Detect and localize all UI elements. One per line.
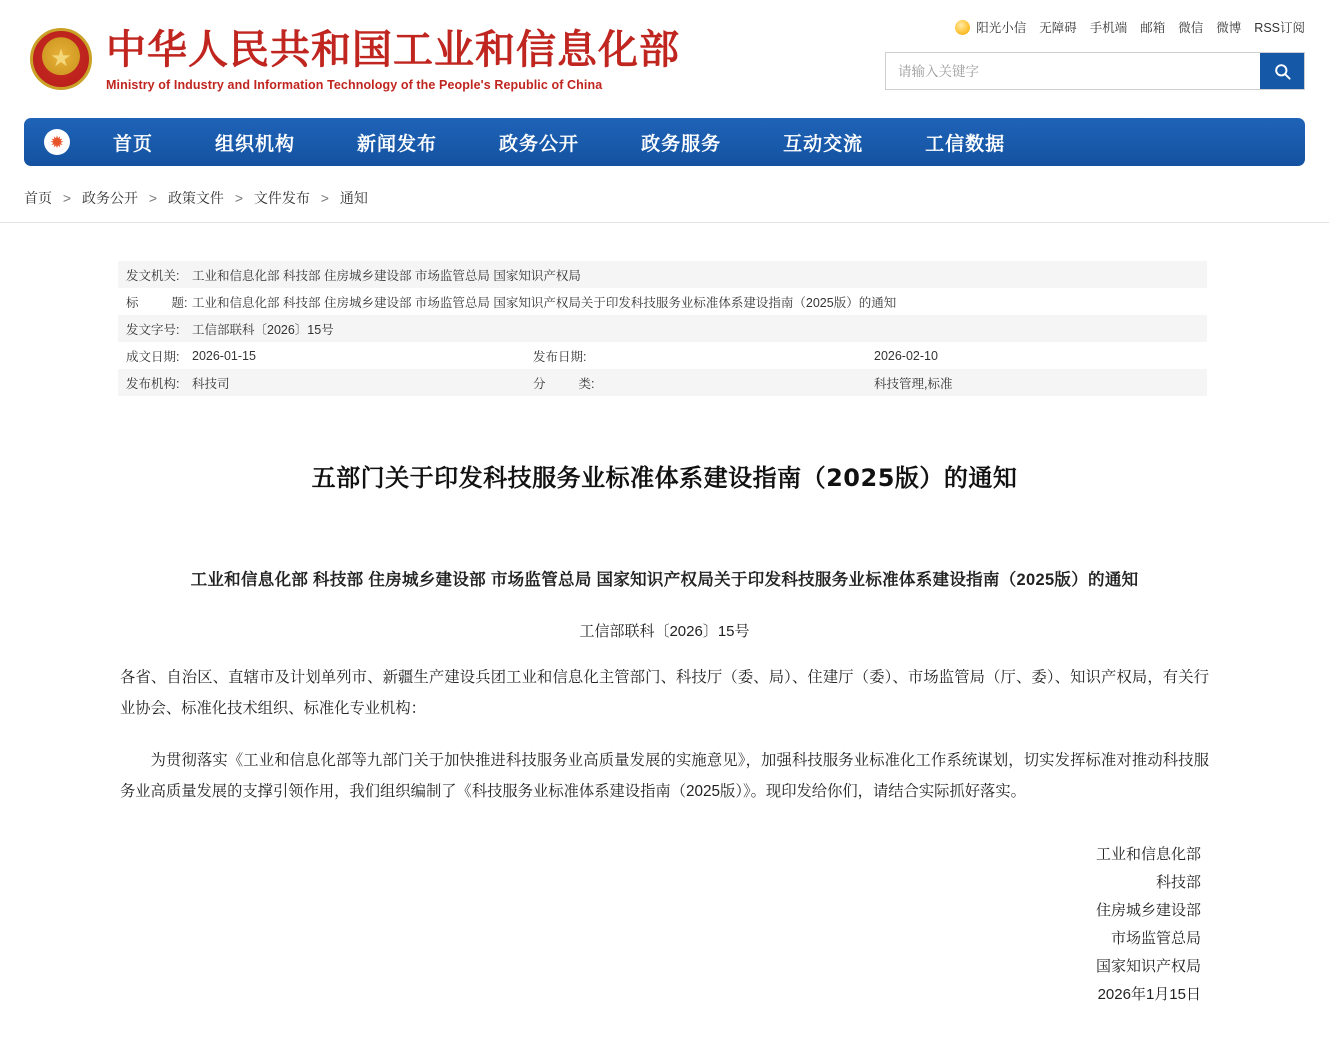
breadcrumb-item-notice: 通知 [339,190,368,206]
document-subtitle: 工业和信息化部 科技部 住房城乡建设部 市场监管总局 国家知识产权局关于印发科技服务业标准体系建设指南（2025版）的通知 [190,571,1139,589]
nav-item-data[interactable]: 工信数据 [925,133,1006,155]
top-link-mail[interactable]: 邮箱 [1140,21,1166,35]
meta-value-issuing-agency: 工业和信息化部 科技部 住房城乡建设部 市场监管总局 国家知识产权局 [192,268,581,283]
meta-label-doc-number: 发文字号: [126,322,180,337]
breadcrumb-separator: > [320,190,329,206]
breadcrumb-item-policy-documents[interactable]: 政策文件 [167,190,224,206]
breadcrumb-item-home[interactable]: 首页 [24,190,52,206]
table-row [118,342,1207,369]
meta-label-publisher: 发布机构: [126,376,180,391]
signoff-line: 市场监管总局 [1110,930,1201,948]
meta-value-publisher: 科技司 [192,376,230,391]
meta-value-written-date: 2026-01-15 [192,348,256,363]
document-content [0,261,1329,1009]
site-title-en: Ministry of Industry and Information Technology of the People's Republic of China [106,77,603,92]
top-link-accessibility[interactable]: 无障碍 [1039,21,1077,35]
nav-item-news[interactable]: 新闻发布 [357,133,438,155]
breadcrumb-separator: > [234,190,244,206]
search-button[interactable] [1260,53,1304,89]
table-row [118,288,1207,315]
document-paragraph-addressees: 各省、自治区、直辖市及计划单列市、新疆生产建设兵团工业和信息化主管部门、科技厅（委、局）、住建厅（委）、市场监管局（厅、委）、知识产权局，有关行业协会、标准化技术组织、标准化专业机构： [120,669,1209,717]
meta-label-issuing-agency: 发文机关: [126,268,180,283]
signoff-date: 2026年1月15日 [1097,985,1201,1003]
site-title-cn: 中华人民共和国工业和信息化部 [106,25,680,73]
table-row [118,261,1207,288]
meta-value-category: 科技管理,标准 [874,376,953,391]
breadcrumb-item-government-affairs[interactable]: 政务公开 [81,190,138,206]
header-utility-area [885,16,1305,90]
header-divider [0,222,1329,223]
signoff-line: 住房城乡建设部 [1095,902,1201,920]
top-link-mobile[interactable]: 手机端 [1089,21,1128,35]
top-link-sunshine[interactable]: 阳光小信 [976,21,1027,35]
search-input[interactable] [886,53,1260,89]
page-title: 五部门关于印发科技服务业标准体系建设指南（2025版）的通知 [311,464,1018,492]
top-link-wechat[interactable]: 微信 [1178,21,1204,35]
search-icon [1273,62,1292,81]
sun-icon [955,20,970,35]
meta-value-title: 工业和信息化部 科技部 住房城乡建设部 市场监管总局 国家知识产权局关于印发科技服务业标准体系建设指南（2025版）的通知 [192,295,897,310]
table-row [118,315,1207,342]
main-nav [24,118,1305,166]
table-row [118,369,1207,396]
meta-label-written-date: 成文日期: [126,349,180,364]
nav-item-home[interactable]: 首页 [113,133,154,155]
signoff-line: 工业和信息化部 [1095,846,1201,864]
meta-label-title: 标题: [126,295,188,310]
top-link-rss[interactable]: RSS订阅 [1254,21,1305,35]
miit-logo-icon: ✹ [44,129,70,155]
nav-item-organization[interactable]: 组织机构 [215,133,296,155]
search-bar [885,52,1305,90]
document-signoff [120,841,1209,1008]
breadcrumb-item-document-release[interactable]: 文件发布 [253,190,310,206]
nav-item-interaction[interactable]: 互动交流 [783,133,864,155]
top-link-weibo[interactable]: 微博 [1216,21,1242,35]
site-title-block [106,27,680,92]
document-number: 工信部联科〔2026〕15号 [579,623,750,640]
main-nav-wrap [0,118,1329,166]
breadcrumb [0,166,1329,222]
meta-label-category: 分类: [533,376,595,391]
site-header [0,0,1329,118]
nav-item-government-affairs[interactable]: 政务公开 [499,133,580,155]
national-emblem-icon: ★ [30,28,92,90]
meta-label-publish-date: 发布日期: [533,349,587,364]
signoff-line: 科技部 [1155,874,1201,892]
top-links [885,16,1305,38]
document-paragraph-body: 为贯彻落实《工业和信息化部等九部门关于加快推进科技服务业高质量发展的实施意见》，加强科技服务业标准化工作系统谋划，切实发挥标准对推动科技服务业高质量发展的支撑引领作用，我们组织编制了《科技服务业标准体系建设指南（2025版）》。现印发给你们，请结合实际抓好落实。 [120,752,1209,800]
nav-item-government-services[interactable]: 政务服务 [641,133,722,155]
meta-value-publish-date: 2026-02-10 [874,348,938,363]
signoff-line: 国家知识产权局 [1095,957,1201,975]
meta-value-doc-number: 工信部联科〔2026〕15号 [192,322,334,337]
document-meta-table [118,261,1207,396]
breadcrumb-separator: > [148,190,158,206]
breadcrumb-separator: > [62,190,72,206]
